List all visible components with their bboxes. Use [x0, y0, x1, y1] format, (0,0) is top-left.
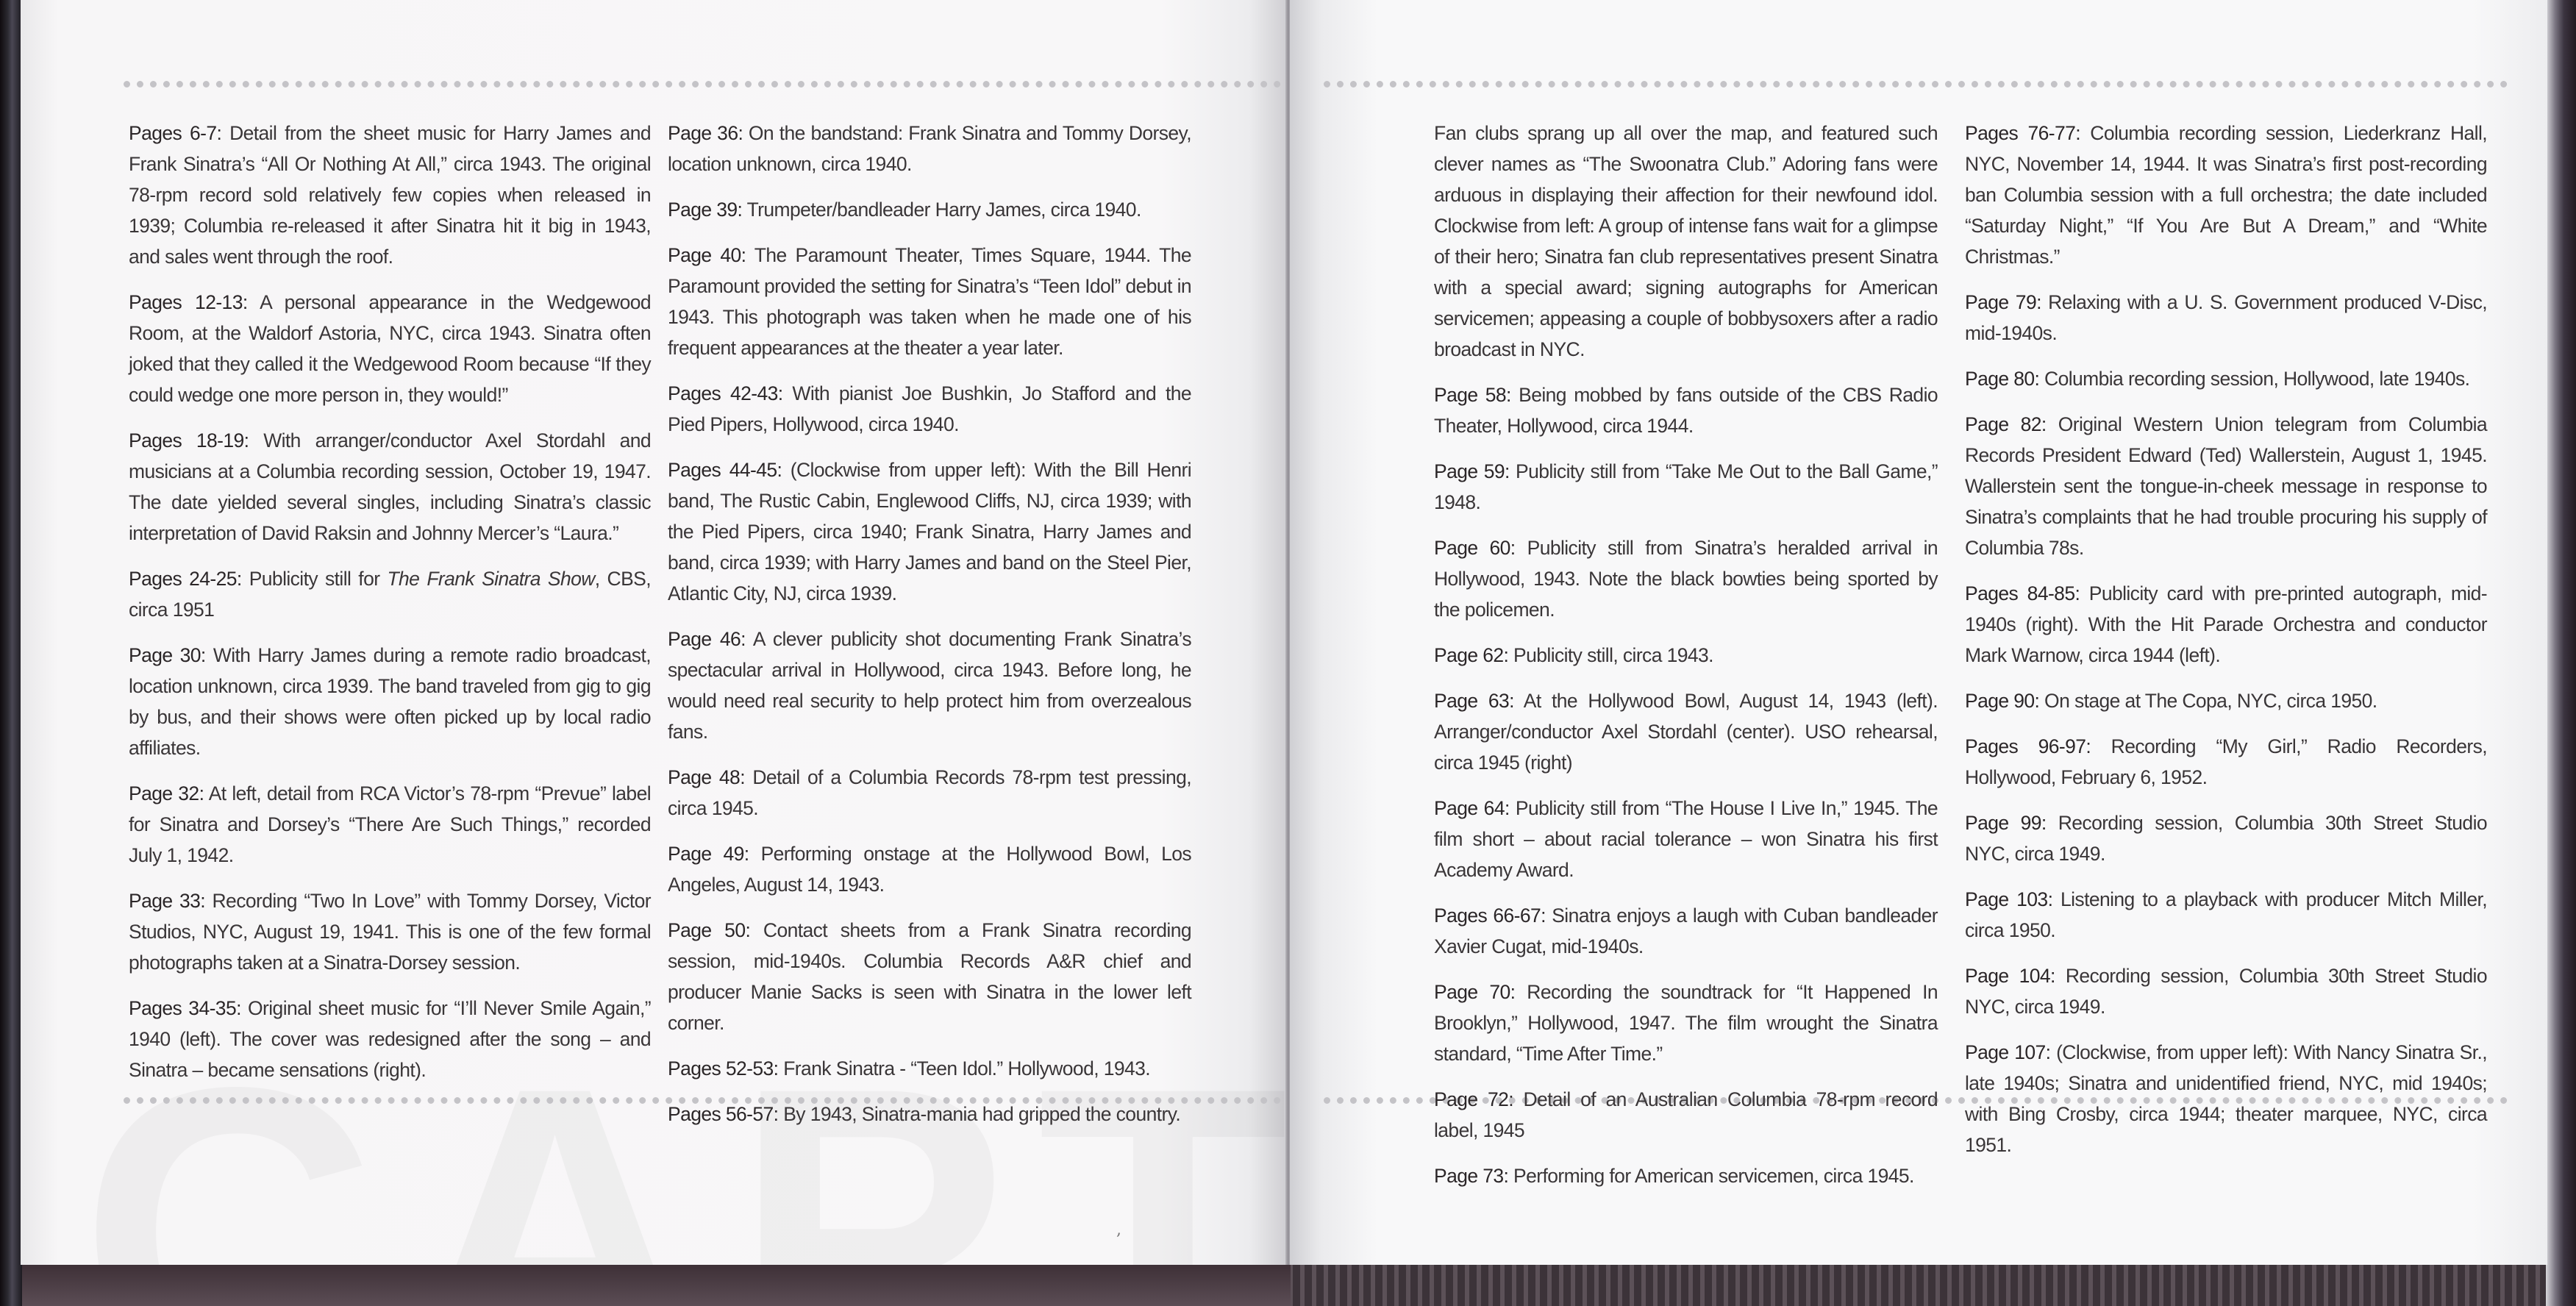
caption-text: Relaxing with a U. S. Government produced V-Disc, mid-1940s. — [1965, 291, 2487, 344]
caption-text: Publicity still from Sinatra’s heralded arrival in Hollywood, 1943. Note the black bowties being sported by the policemen. — [1434, 537, 1938, 621]
caption-page-label: Page 48: — [668, 766, 745, 788]
caption-entry — [1965, 578, 2487, 671]
caption-entry — [668, 1099, 1191, 1130]
caption-text: With Harry James during a remote radio broadcast, location unknown, circa 1939. The band traveled from gig to gig by bus, and their shows were often picked up by local radio affiliates. — [129, 644, 651, 759]
caption-text: Listening to a playback with producer Mitch Miller, circa 1950. — [1965, 888, 2488, 941]
caption-page-label: Page 36: — [668, 122, 743, 144]
caption-entry — [129, 287, 651, 410]
caption-text: The Paramount Theater, Times Square, 1944. The Paramount provided the setting for Sinatra’s “Teen Idol” debut in 1943. This photograph was taken when he made one of his frequent appearances at the theater a year later. — [668, 244, 1192, 359]
caption-text: Detail from the sheet music for Harry James and Frank Sinatra’s “All Or Nothing At All,” circa 1943. The original 78-rpm record sold relatively few copies when released in 1939; Columbia re-released it after Sinatra hit it big in 1943, and sales went through the roof. — [129, 122, 651, 268]
caption-text: Detail of a Columbia Records 78-rpm test pressing, circa 1945. — [668, 766, 1192, 819]
caption-entry — [1434, 685, 1938, 778]
caption-italic-title: The Frank Sinatra Show — [387, 568, 595, 590]
caption-page-label: Page 59: — [1434, 460, 1510, 482]
caption-entry — [1434, 900, 1938, 962]
caption-text: By 1943, Sinatra-mania had gripped the country. — [778, 1103, 1181, 1125]
caption-entry — [1434, 793, 1938, 885]
caption-text: Original sheet music for “I’ll Never Smile Again,” 1940 (left). The cover was redesigned after the song – and Sinatra – became sensations (right). — [129, 997, 651, 1081]
caption-page-label: Pages 42-43: — [668, 382, 783, 404]
caption-entry — [668, 762, 1191, 824]
caption-page-label: Pages 84-85: — [1965, 582, 2080, 604]
caption-page-label: Pages 96-97: — [1965, 735, 2091, 757]
caption-entry — [129, 993, 651, 1085]
caption-text: Sinatra enjoys a laugh with Cuban bandleader Xavier Cugat, mid-1940s. — [1434, 904, 1938, 957]
caption-text: With pianist Joe Bushkin, Jo Stafford and the Pied Pipers, Hollywood, circa 1940. — [668, 382, 1191, 435]
caption-entry — [1434, 118, 1938, 365]
caption-entry — [1434, 456, 1938, 518]
caption-entry — [1965, 409, 2487, 563]
caption-page-label: Page 90: — [1965, 690, 2040, 712]
caption-text: On stage at The Copa, NYC, circa 1950. — [2039, 690, 2377, 712]
caption-page-label: Pages 6-7: — [129, 122, 222, 144]
caption-text: Detail of an Australian Columbia 78-rpm record label, 1945 — [1434, 1088, 1938, 1141]
caption-page-label: Page 60: — [1434, 537, 1516, 559]
caption-entry — [129, 640, 651, 763]
caption-entry — [668, 454, 1191, 609]
caption-text: A personal appearance in the Wedgewood Room, at the Waldorf Astoria, NYC, circa 1943. Sinatra often joked that they called it the Wedgewood Room because “If they could wedge one more person in, they would!” — [129, 291, 651, 406]
caption-text: Publicity still for — [241, 568, 388, 590]
caption-text: Columbia recording session, Liederkranz Hall, NYC, November 14, 1944. It was Sinatra’s first post-recording ban Columbia session with a full orchestra; the date included “Saturday Night,” “If You Are But A Dream,” and “White Christmas.” — [1965, 122, 2487, 268]
caption-entry — [129, 885, 651, 978]
caption-page-label: Page 49: — [668, 843, 749, 865]
caption-page-label: Page 99: — [1965, 812, 2047, 834]
caption-entry — [129, 778, 651, 871]
caption-page-label: Page 79: — [1965, 291, 2041, 313]
caption-entry — [668, 118, 1191, 179]
caption-page-label: Page 33: — [129, 890, 206, 912]
caption-column-2 — [668, 118, 1191, 1144]
caption-text: Columbia recording session, Hollywood, late 1940s. — [2039, 368, 2470, 390]
caption-page-label: Page 82: — [1965, 413, 2047, 435]
caption-page-label: Page 63: — [1434, 690, 1514, 712]
caption-entry — [668, 378, 1191, 440]
caption-page-label: Page 46: — [668, 628, 746, 650]
caption-text: Contact sheets from a Frank Sinatra recording session, mid-1940s. Columbia Records A&R chief and producer Manie Sacks is seen with Sinatra in the lower left corner. — [668, 919, 1192, 1034]
caption-entry — [1965, 807, 2487, 869]
caption-entry — [1965, 287, 2487, 349]
caption-text: Recording the soundtrack for “It Happened In Brooklyn,” Hollywood, 1947. The film wrought the Sinatra standard, “Time After Time.” — [1434, 981, 1938, 1065]
caption-page-label: Page 62: — [1434, 644, 1509, 666]
caption-entry — [1965, 960, 2487, 1022]
caption-text: Recording “My Girl,” Radio Recorders, Hollywood, February 6, 1952. — [1965, 735, 2487, 788]
caption-text: Publicity still, circa 1943. — [1508, 644, 1713, 666]
caption-column-4 — [1965, 118, 2487, 1175]
caption-text: (Clockwise, from upper left): With Nancy Sinatra Sr., late 1940s; Sinatra and unidentified friend, NYC, mid 1940s; with Bing Crosby, circa 1944; theater marquee, NYC, circa 1951. — [1965, 1041, 2487, 1156]
caption-entry — [668, 838, 1191, 900]
caption-text: At the Hollywood Bowl, August 14, 1943 (left). Arranger/conductor Axel Stordahl (center). USO rehearsal, circa 1945 (right) — [1434, 690, 1938, 774]
caption-page-label: Pages 34-35: — [129, 997, 241, 1019]
top-dotted-rule-right — [1324, 81, 2508, 88]
caption-page-label: Pages 12-13: — [129, 291, 248, 313]
caption-entry — [1965, 731, 2487, 793]
caption-page-label: Page 39: — [668, 199, 743, 221]
caption-page-label: Page 73: — [1434, 1165, 1509, 1187]
caption-entry — [1434, 977, 1938, 1069]
caption-entry — [668, 194, 1191, 225]
caption-entry — [668, 1053, 1191, 1084]
caption-text: With arranger/conductor Axel Stordahl and musicians at a Columbia recording session, October 19, 1947. The date yielded several singles, including Sinatra’s classic interpretation of David Raksin and Johnny Mercer’s “Laura.” — [129, 429, 651, 544]
caption-entry — [1965, 685, 2487, 716]
caption-page-label: Page 80: — [1965, 368, 2040, 390]
caption-text: Recording session, Columbia 30th Street Studio NYC, circa 1949. — [1965, 812, 2487, 865]
caption-page-label: Page 72: — [1434, 1088, 1513, 1110]
caption-page-label: Page 64: — [1434, 797, 1510, 819]
caption-page-label: Page 40: — [668, 244, 746, 266]
book-spine-left-edge — [0, 0, 22, 1306]
caption-text: (Clockwise from upper left): With the Bill Henri band, The Rustic Cabin, Englewood Cliffs, NJ, circa 1939; with the Pied Pipers, circa 1940; Frank Sinatra, Harry James and band, circa 1939; with Harry James and band on the Steel Pier, Atlantic City, NJ, circa 1939. — [668, 459, 1191, 604]
caption-text: Frank Sinatra - “Teen Idol.” Hollywood, 1943. — [778, 1057, 1151, 1080]
caption-page-label: Page 32: — [129, 782, 204, 804]
caption-entry — [668, 240, 1191, 363]
caption-page-label: Pages 44-45: — [668, 459, 782, 481]
caption-page-label: Page 58: — [1434, 384, 1511, 406]
caption-entry — [1434, 379, 1938, 441]
caption-text: Publicity still from “Take Me Out to the Ball Game,” 1948. — [1434, 460, 1938, 513]
bottom-background-left — [22, 1265, 1291, 1306]
caption-entry — [1434, 640, 1938, 671]
caption-page-label: Page 50: — [668, 919, 751, 941]
caption-text: Performing onstage at the Hollywood Bowl, Los Angeles, August 14, 1943. — [668, 843, 1191, 896]
caption-page-label: Pages 18-19: — [129, 429, 249, 452]
caption-page-label: Pages 56-57: — [668, 1103, 779, 1125]
caption-entry — [1965, 363, 2487, 394]
caption-entry — [1434, 1084, 1938, 1146]
left-page — [21, 0, 1287, 1265]
caption-entry — [668, 915, 1191, 1038]
right-page — [1290, 0, 2547, 1265]
book-right-edge — [2546, 0, 2576, 1306]
caption-text: A clever publicity shot documenting Frank Sinatra’s spectacular arrival in Hollywood, circa 1943. Before long, he would need real security to help protect him from overzealous fans. — [668, 628, 1191, 743]
caption-text: Trumpeter/bandleader Harry James, circa 1940. — [742, 199, 1141, 221]
caption-text: Performing for American servicemen, circa 1945. — [1508, 1165, 1914, 1187]
caption-column-3 — [1434, 118, 1938, 1206]
caption-entry — [1434, 532, 1938, 625]
caption-text: Publicity card with pre-printed autograph, mid-1940s (right). With the Hit Parade Orchestra and conductor Mark Warnow, circa 1944 (left). — [1965, 582, 2487, 666]
caption-text: Recording session, Columbia 30th Street Studio NYC, circa 1949. — [1965, 965, 2487, 1018]
caption-entry — [1434, 1160, 1938, 1191]
caption-page-label: Page 107: — [1965, 1041, 2051, 1063]
caption-entry — [1965, 884, 2487, 946]
caption-entry — [129, 425, 651, 549]
print-speck: , — [1116, 1221, 1121, 1239]
caption-entry — [129, 563, 651, 625]
caption-page-label: Page 70: — [1434, 981, 1516, 1003]
caption-text: At left, detail from RCA Victor’s 78-rpm “Prevue” label for Sinatra and Dorsey’s “There Are Such Things,” recorded July 1, 1942. — [129, 782, 651, 866]
caption-column-1 — [129, 118, 651, 1100]
caption-page-label: Page 104: — [1965, 965, 2055, 987]
caption-page-label: Pages 52-53: — [668, 1057, 779, 1080]
caption-entry — [1965, 1037, 2487, 1160]
caption-text: Original Western Union telegram from Columbia Records President Edward (Ted) Wallerstein, August 1, 1945. Wallerstein sent the tongue-in-cheek message in response to Sinatra’s complaints that he had trouble procuring his supply of Columbia 78s. — [1965, 413, 2488, 559]
caption-page-label: Pages 76-77: — [1965, 122, 2080, 144]
caption-text-tail: , CBS, circa 1951 — [129, 568, 651, 621]
caption-text: Fan clubs sprang up all over the map, and featured such clever names as “The Swoonatra Club.” Adoring fans were arduous in displaying their affection for their newfound idol. Clockwise from left: A group of intense fans wait for a glimpse of their hero; Sinatra fan club representatives present Sinatra with a special award; signing autographs for American servicemen; appeasing a couple of bobbysoxers after a radio broadcast in NYC. — [1434, 122, 1938, 360]
caption-entry — [129, 118, 651, 272]
caption-entry — [668, 624, 1191, 747]
caption-page-label: Pages 66-67: — [1434, 904, 1546, 927]
caption-page-label: Page 103: — [1965, 888, 2053, 910]
caption-page-label: Pages 24-25: — [129, 568, 242, 590]
caption-text: Recording “Two In Love” with Tommy Dorsey, Victor Studios, NYC, August 19, 1941. This is one of the few formal photographs taken at a Sinatra-Dorsey session. — [129, 890, 651, 974]
top-dotted-rule-left — [124, 81, 1287, 88]
caption-text: Publicity still from “The House I Live In,” 1945. The film short – about racial tolerance – won Sinatra his first Academy Award. — [1434, 797, 1938, 881]
caption-text: Being mobbed by fans outside of the CBS Radio Theater, Hollywood, circa 1944. — [1434, 384, 1938, 437]
caption-text: On the bandstand: Frank Sinatra and Tommy Dorsey, location unknown, circa 1940. — [668, 122, 1191, 175]
caption-entry — [1965, 118, 2487, 272]
caption-page-label: Page 30: — [129, 644, 206, 666]
